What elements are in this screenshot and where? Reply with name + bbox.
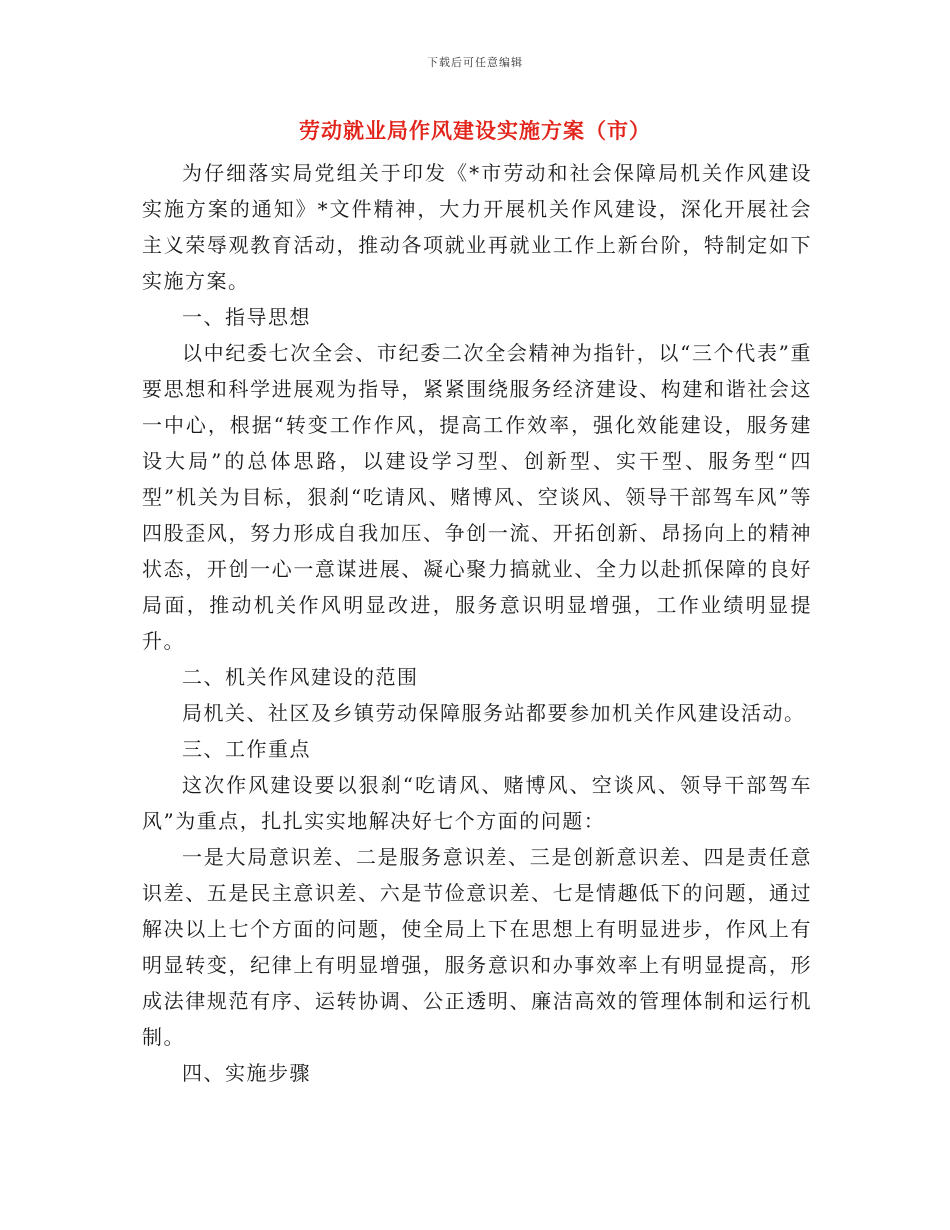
section-heading-implementation-steps: 四、实施步骤 bbox=[182, 1061, 311, 1085]
intro-paragraph: 为仔细落实局党组关于印发《*市劳动和社会保障局机关作风建设实施方案的通知》*文件精神，大力开展机关作风建设，深化开展社会主义荣辱观教育活动，推动各项就业再就业工作上新台阶，特制定如下实施方案。 bbox=[142, 161, 812, 293]
key-work-paragraph: 这次作风建设要以狠刹“吃请风、赌博风、空谈风、领导干部驾车风”为重点，扎扎实实地解决好七个方面的问题： bbox=[142, 773, 812, 833]
section-heading-key-work: 三、工作重点 bbox=[182, 737, 311, 761]
section-heading-guiding-ideology: 一、指导思想 bbox=[182, 305, 311, 329]
document-body bbox=[142, 155, 812, 1091]
guiding-ideology-paragraph: 以中纪委七次全会、市纪委二次全会精神为指针，以“三个代表”重要思想和科学进展观为指导，紧紧围绕服务经济建设、构建和谐社会这一中心，根据“转变工作作风，提高工作效率，强化效能建设，服务建设大局”的总体思路，以建设学习型、创新型、实干型、服务型“四型”机关为目标，狠刹“吃请风、赌博风、空谈风、领导干部驾车风”等四股歪风，努力形成自我加压、争创一流、开拓创新、昂扬向上的精神状态，开创一心一意谋进展、凝心聚力搞就业、全力以赴抓保障的良好局面，推动机关作风明显改进，服务意识明显增强，工作业绩明显提升。 bbox=[142, 341, 812, 653]
section-heading-scope: 二、机关作风建设的范围 bbox=[182, 665, 419, 689]
document-title: 劳动就业局作风建设实施方案（市） bbox=[299, 118, 651, 143]
scope-paragraph: 局机关、社区及乡镇劳动保障服务站都要参加机关作风建设活动。 bbox=[182, 701, 806, 725]
header-note: 下载后可任意编辑 bbox=[427, 56, 523, 69]
seven-issues-paragraph: 一是大局意识差、二是服务意识差、三是创新意识差、四是责任意识差、五是民主意识差、六是节俭意识差、七是情趣低下的问题，通过解决以上七个方面的问题，使全局上下在思想上有明显进步，作风上有明显转变，纪律上有明显增强，服务意识和办事效率上有明显提高，形成法律规范有序、运转协调、公正透明、廉洁高效的管理体制和运行机制。 bbox=[142, 845, 812, 1049]
